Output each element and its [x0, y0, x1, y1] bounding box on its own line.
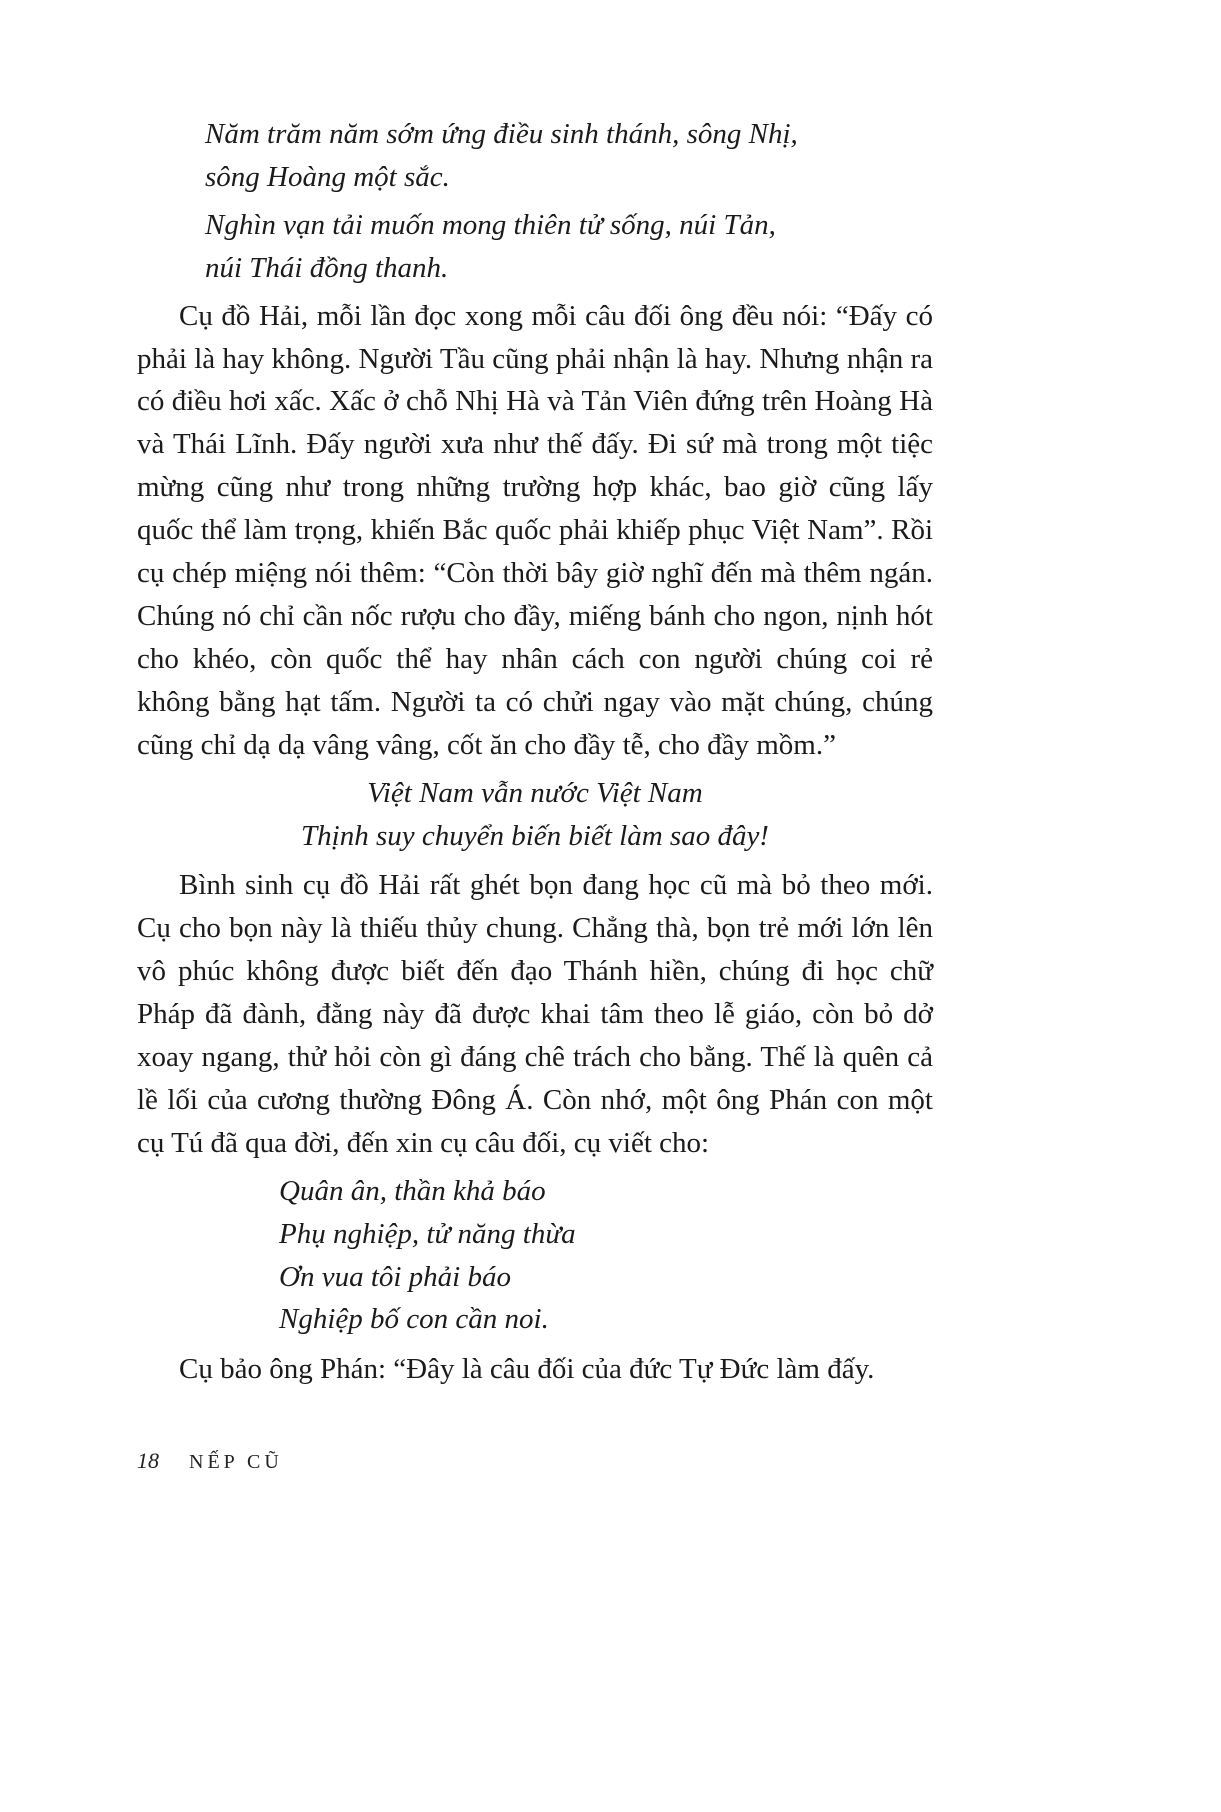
body-paragraph-3: Cụ bảo ông Phán: “Đây là câu đối của đức Tự Đức làm đấy.	[179, 1353, 875, 1386]
verse-line: Quân ân, thần khả báo	[279, 1174, 546, 1207]
running-title: NẾP CŨ	[189, 1451, 283, 1473]
verse-line: Năm trăm năm sớm ứng điều sinh thánh, sông Nhị,	[205, 118, 798, 150]
page-text-block	[137, 110, 933, 1391]
verse-couplet-2	[205, 204, 933, 290]
verse-line: Thịnh suy chuyển biến biết làm sao đây!	[301, 819, 769, 852]
verse-line: Ơn vua tôi phải báo	[279, 1260, 511, 1293]
verse-line: sông Hoàng một sắc.	[205, 160, 450, 193]
verse-line: Nghiệp bố con cần noi.	[279, 1303, 549, 1336]
verse-line: Nghìn vạn tải muốn mong thiên tử sống, núi Tản,	[205, 208, 776, 241]
page-number: 18	[137, 1448, 159, 1473]
body-paragraph-2: Bình sinh cụ đồ Hải rất ghét bọn đang học cũ mà bỏ theo mới. Cụ cho bọn này là thiếu thủy chung. Chẳng thà, bọn trẻ mới lớn lên vô phúc không được biết đến đạo Thánh hiền, chúng đi học chữ Pháp đã đành, đằng này đã được khai tâm theo lễ giáo, còn bỏ dở xoay ngang, thử hỏi còn gì đáng chê trách cho bằng. Thế là quên cả lề lối của cương thường Đông Á. Còn nhớ, một ông Phán con một cụ Tú đã qua đời, đến xin cụ câu đối, cụ viết cho:	[137, 869, 933, 1159]
verse-couplet-1	[205, 113, 933, 199]
verse-line: Việt Nam vẫn nước Việt Nam	[367, 776, 703, 809]
page-footer	[137, 1448, 283, 1474]
verse-line: núi Thái đồng thanh.	[205, 251, 449, 284]
verse-centered	[137, 772, 933, 858]
body-paragraph-1: Cụ đồ Hải, mỗi lần đọc xong mỗi câu đối ông đều nói: “Đấy có phải là hay không. Người Tầu cũng phải nhận là hay. Nhưng nhận ra có điều hơi xấc. Xấc ở chỗ Nhị Hà và Tản Viên đứng trên Hoàng Hà và Thái Lĩnh. Đấy người xưa như thế đấy. Đi sứ mà trong một tiệc mừng cũng như trong những trường hợp khác, bao giờ cũng lấy quốc thể làm trọng, khiến Bắc quốc phải khiếp phục Việt Nam”. Rồi cụ chép miệng nói thêm: “Còn thời bây giờ nghĩ đến mà thêm ngán. Chúng nó chỉ cần nốc rượu cho đầy, miếng bánh cho ngon, nịnh hót cho khéo, còn quốc thể hay nhân cách con người chúng coi rẻ không bằng hạt tấm. Người ta có chửi ngay vào mặt chúng, chúng cũng chỉ dạ dạ vâng vâng, cốt ăn cho đầy tễ, cho đầy mồm.”	[137, 299, 933, 761]
verse-line: Phụ nghiệp, tử năng thừa	[279, 1217, 576, 1250]
verse-quatrain	[279, 1170, 933, 1342]
